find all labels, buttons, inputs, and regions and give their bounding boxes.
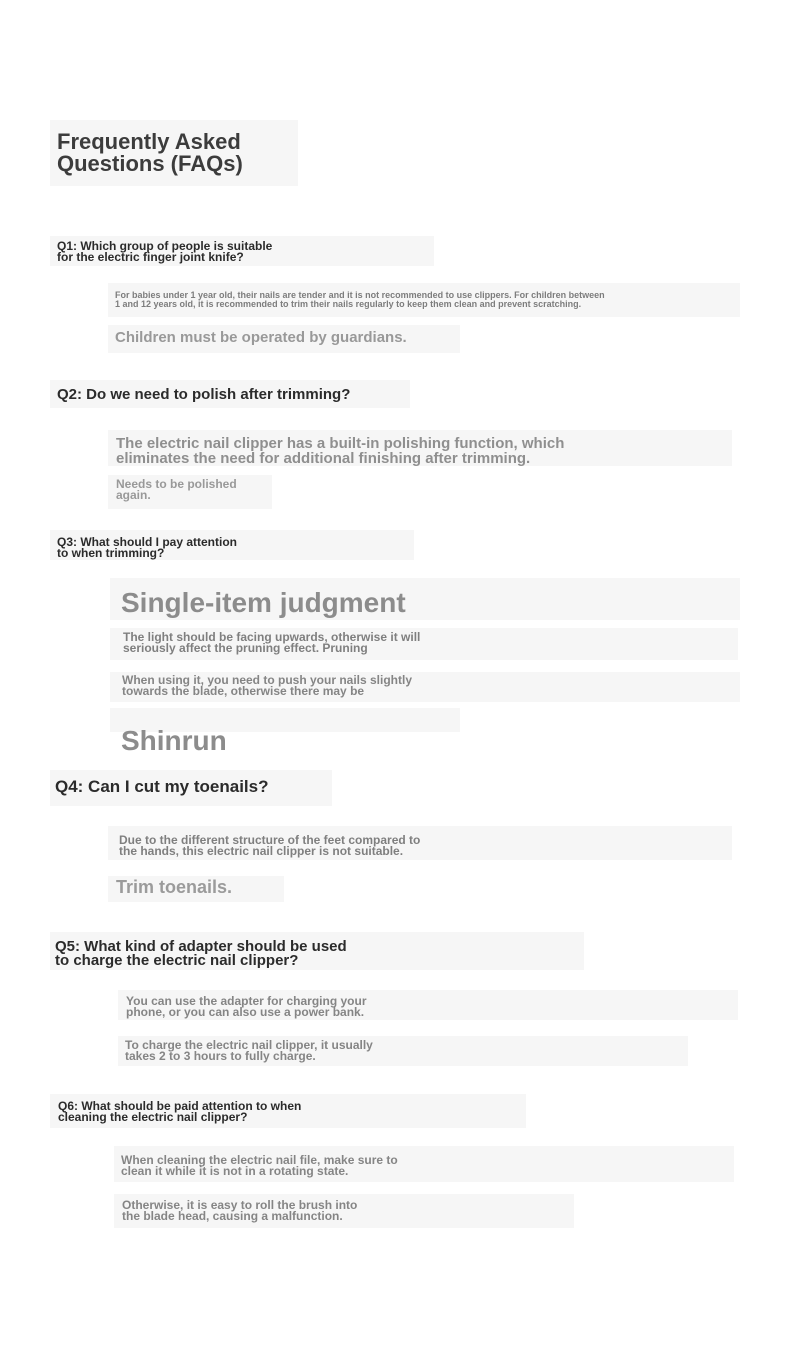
faq-question-2: Q2: Do we need to polish after trimming?	[57, 386, 351, 403]
faq-answer-6a: When cleaning the electric nail file, make sure to clean it while it is not in a rotating state.	[121, 1153, 398, 1178]
faq-answer-1a: For babies under 1 year old, their nails are tender and it is not recommended to use clippers. For children between 1 and 12 years old, it is recommended to trim their nails regularly to keep them clean and prevent scratching.	[115, 290, 605, 309]
faq-answer-6b: Otherwise, it is easy to roll the brush into the blade head, causing a malfunction.	[122, 1198, 358, 1223]
faq-heading-3: Single-item judgment	[121, 587, 406, 618]
faq-answer-4b: Trim toenails.	[116, 877, 233, 897]
faq-question-1: Q1: Which group of people is suitable for the electric finger joint knife?	[57, 239, 273, 264]
faq-question-5: Q5: What kind of adapter should be used to charge the electric nail clipper?	[55, 938, 347, 969]
faq-question-3: Q3: What should I pay attention to when trimming?	[57, 535, 237, 560]
faq-question-4: Q4: Can I cut my toenails?	[55, 777, 269, 796]
watermark-text: Shinrun	[121, 725, 227, 751]
faq-answer-3a: The light should be facing upwards, otherwise it will seriously affect the pruning effect. Pruning	[123, 630, 421, 655]
page-title: Frequently Asked Questions (FAQs)	[57, 129, 243, 176]
faq-answer-5a: You can use the adapter for charging your phone, or you can also use a power bank.	[126, 994, 367, 1019]
faq-answer-2b: Needs to be polished again.	[116, 477, 237, 502]
faq-question-6: Q6: What should be paid attention to when cleaning the electric nail clipper?	[58, 1099, 302, 1124]
faq-answer-1b: Children must be operated by guardians.	[115, 329, 407, 346]
faq-answer-2a: The electric nail clipper has a built-in polishing function, which eliminates the need for additional finishing after trimming.	[116, 435, 565, 467]
faq-answer-4a: Due to the different structure of the feet compared to the hands, this electric nail clipper is not suitable.	[119, 833, 421, 858]
faq-answer-3b: When using it, you need to push your nails slightly towards the blade, otherwise there may be	[122, 673, 413, 698]
faq-answer-5b: To charge the electric nail clipper, it usually takes 2 to 3 hours to fully charge.	[125, 1038, 373, 1063]
